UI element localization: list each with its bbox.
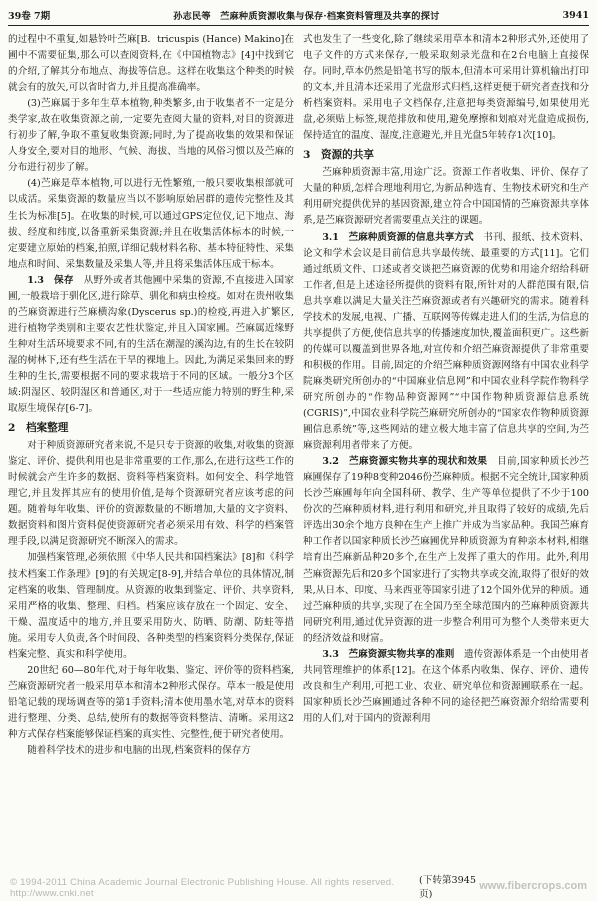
- paragraph: [8, 32, 294, 96]
- subsection-lead: 1.3 保存: [27, 274, 74, 286]
- subsection-lead: 3.3 苎麻资源实物共享的准则: [322, 648, 455, 660]
- paragraph: [8, 438, 294, 550]
- section-heading: 2 档案整理: [8, 422, 69, 435]
- paragraph: [8, 663, 294, 743]
- site-watermark: www.fibercrops.com: [479, 880, 587, 892]
- paragraph: [303, 32, 589, 144]
- paragraph-text: 目前,国家种质长沙苎麻圃保存了19种8变种2046份苎麻种质。根据不完全统计,国家种质长沙苎麻圃每年向全国科研、教学、生产等单位提供了不少于100份次的苎麻种质材料,进行利用和研究,并且取得了较好的成绩,先后评选出30余个地方良种在生产上推广并成为当家品种。我国苎麻育种工作者以国家种质长沙苎麻圃优异种质资源为育种亲本材料,相继培育出苎麻新品种20多个,在生产上发挥了重大的作用。此外,利用苎麻资源先后和20多个国家进行了实物共享或交流,取得了很好的效果,从日本、印度、马来西亚等国家引进了12个国外优异的种质。通过苎麻种质的共享,实现了在全国乃至全球范围内的苎麻种质资源共同研究利用,通过优异资源的进一步整合利用可为整个人类带来更大的经济效益和财富。: [303, 456, 589, 644]
- paragraph-text: (3)苎麻属于多年生草本植物,种类繁多,由于收集者不一定是分类学家,故在收集资源之前,一定要先查阅大量的资料,对目的资源进行初步了解,争取不重复收集资源;同时,为了提高收集的效果和保证人身安全,要对目的地形、气候、海拔、当地的风俗习惯以及苎麻的分布进行初步了解。: [8, 98, 294, 174]
- section-heading: 3 资源的共享: [303, 149, 374, 162]
- paragraph: [8, 743, 294, 759]
- paragraph-text: 遗传资源体系是一个由使用者共同管理维护的体系[12]。在这个体系内收集、保存、评价、遗传改良和生产利用,可把工业、农业、研究单位和资源圃联系在一起。国家种质长沙苎麻圃通过各种不同的途径把苎麻资源介绍给需要利用的人们,对于国内的资源利用: [303, 648, 589, 724]
- paragraph: [8, 176, 294, 272]
- subsection-lead: 3.1 苎麻种质资源的信息共享方式: [322, 231, 474, 243]
- paragraph-text: (4)苎麻是草本植物,可以进行无性繁殖,一般只要收集根部就可以成活。采集资源的数量应当以不影响原始居群的遗传完整性及其生长为标准[5]。在收集的时候,可以通过GPS定位仪,记下地点、海拔、经度和纬度,以备重新采集资源;并且在收集活体标本的时候,一定要建立原始的档案,拍照,详细记载材料名称、基本特征特性、采集地点和时间、采集数量及采集人等,并且将采集活体压成干标本。: [8, 178, 294, 270]
- paragraph: [303, 230, 589, 455]
- paragraph-text: 的过程中不重复,如悬铃叶苎麻[B．tricuspis (Hance) Makino]在圃中不需要征集,那么可以查阅资料,在《中国植物志》[4]中找到它的介绍,了解其分布地点、海拔等信息。这样在收集这个种类的时候就会有的放矢,可以省时省力,并且提高准确率。: [8, 34, 294, 94]
- paragraph: [8, 550, 294, 662]
- paragraph-text: 随着科学技术的进步和电脑的出现,档案资料的保存方: [27, 745, 251, 757]
- paragraph-text: 苎麻种质资源丰富,用途广泛。资源工作者收集、评价、保存了大量的种质,怎样合理地利用它,为新品种选育、生物技术研究和生产利用研究提供优异的基因资源,建立符合中国国情的苎麻资源共享体系,是苎麻资源研究者需要重点关注的课题。: [303, 167, 589, 227]
- paragraph-text: 加强档案管理,必须依照《中华人民共和国档案法》[8]和《科学技术档案工作条理》[9]的有关规定[8-9],并结合单位的具体情况,制定档案的收集、管理制度。从资源的收集到鉴定、评价、共享资料,采用严格的收集、整理、归档。档案应该存放在一个固定、安全、干燥、温度适中的地方,并且要采用防火、防晒、防潮、防蛀等措施。采用专人负责,各个时间段、各种类型的档案资料分类保存,保证档案完整、真实和科学使用。: [8, 552, 294, 660]
- right-column: [303, 32, 589, 873]
- paragraph: [303, 165, 589, 229]
- paragraph: [303, 454, 589, 647]
- running-title: 孙志民等 苎麻种质资源收集与保存·档案资料管理及共享的探讨: [173, 11, 440, 22]
- page-footer: [10, 875, 587, 900]
- paragraph: [8, 273, 294, 417]
- paragraph-text: 式也发生了一些变化,除了继续采用草本和清本2种形式外,还使用了电子文件的方式来保存,一般采取刻录光盘和在2台电脑上直接保存。同时,草本仍然是铅笔书写的版本,但清本可采用计算机输出打印的文本,并且清本还采用了光盘形式归档,这样更便于研究者查找和分析档案资料。采用电子文档保存,注意把每类资源编号,如果使用光盘,必须贴上标签,规范排放和使用,避免摩擦和划痕对光盘造成损伤,保持适宜的温度、湿度,注意避光,并且光盘5年转存1次[10]。: [303, 34, 589, 142]
- paragraph-text: 从野外或者其他圃中采集的资源,不直接进入国家圃,一般栽培于驯化区,进行除草、驯化和病虫检疫。如对在贵州收集的苎麻资源进行苎麻横沟象(Dyscerus sp.)的检疫,再进入扩繁区,进行植物学类别和主要农艺性状鉴定,并且入国家圃。苎麻属近缘野生种对生活环境要求不同,有的生活在潮湿的溪沟边,有的生长在较阴湿的树林下,还有些生活在干旱的裸地上。因此,为满足采集回来的野生种的生长,需要根据不同的要求栽培于不同的区域。一般分3个区域:阴湿区、较阴湿区和普通区,对于一些适应能力特别的野生种,采取原生境保存[6-7]。: [8, 274, 294, 415]
- volume-issue: 39卷 7期: [8, 11, 51, 22]
- header-rule: [8, 25, 589, 26]
- paragraph-text: 20世纪 60—80年代,对于每年收集、鉴定、评价等的资料档案,苎麻资源研究者一般采用草本和清本2种形式保存。草本一般是使用铅笔记载的现场调查等的第1手资料;清本使用墨水笔,对草本的资料进行整理、分类、总结,使所有的数据等资料整洁、清晰。采用这2种方式保存档案能够保证档案的真实性、完整性,便于研究者使用。: [8, 664, 294, 740]
- paragraph: [8, 96, 294, 176]
- continuation-note: (下转第3945页): [419, 875, 476, 900]
- left-column: [8, 32, 294, 873]
- paragraph-text: 对于种质资源研究者来说,不是只专于资源的收集,对收集的资源鉴定、评价、提供利用也是非常重要的工作,那么,在进行这些工作的时候就会产生许多的数据、资料等档案资料。如何安全、科学地管理它,并且发挥其应有的使用价值,是每个资源研究者应该考虑的问题。随着每年收集、评价的资源数量的不断增加,大量的文字资料、数据资料和图片资料促使资源研究者必须采用有效、科学的档案管理手段,以满足资源研究不断深入的需求。: [8, 440, 294, 548]
- copyright-notice: © 1994-2011 China Academic Journal Electronic Publishing House. All rights reserved. http://www.cnki.net: [10, 876, 404, 899]
- subsection-lead: 3.2 苎麻资源实物共享的现状和效果: [322, 456, 488, 468]
- body-columns: [8, 32, 589, 873]
- paragraph: [303, 647, 589, 727]
- paragraph-text: 书刊、报纸、技术资料、论文和学术会议是目前信息共享最传统、最重要的方式[11]。它们通过纸质文件、口述或者交谈把苎麻资源的优势和用途介绍给科研工作者,但是上述途径所提供的资料有限,所针对的人群范围有限,信息共享难以满足大量关注苎麻资源或者有兴趣研究的需求。随着科学技术的发展,电视、广播、互联网等传媒走进人们的生活,为信息的共享提供了方便,使信息共享的传播速度加快,覆盖面积更广。这些新的传媒可以覆盖到世界各地,对宣传和介绍苎麻资源提供了非常重要和积极的作用。目前,固定的介绍苎麻种质资源网络有中国农业科学院麻类研究所创办的“中国麻业信息网”和中国农业科学院作物科学研究所创办的“作物品种资源网”“中国作物种质资源信息系统(CGRIS)”,中国农业科学院苎麻研究所创办的“国家农作物种质资源圃信息系统”等,这些网站的建立极大地丰富了信息共享的空间,为苎麻资源利用者带来了方便。: [303, 231, 589, 452]
- running-header: [8, 7, 589, 23]
- page-number: 3941: [562, 9, 589, 21]
